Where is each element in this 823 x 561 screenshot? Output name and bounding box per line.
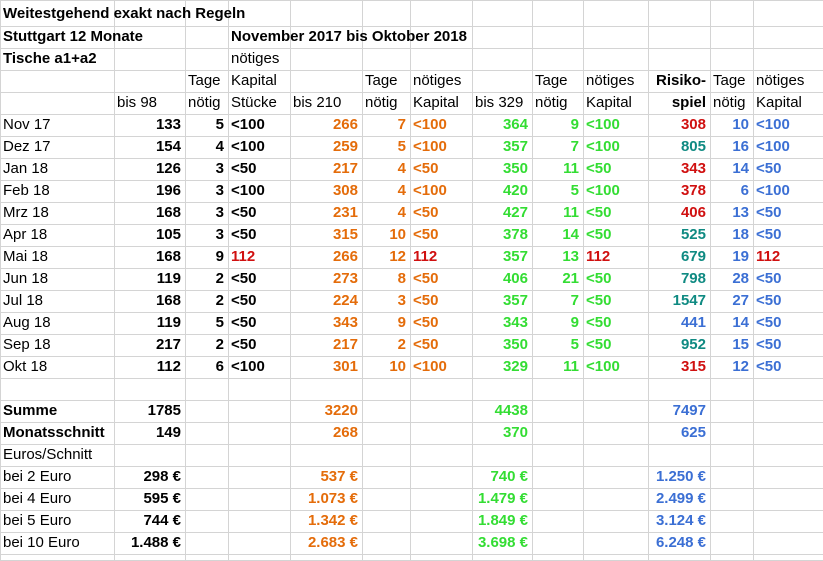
value-bis-210: 231 — [332, 204, 358, 221]
summe-bis-210: 3220 — [324, 402, 358, 419]
value-bis-210: 308 — [332, 182, 358, 199]
grid-col-line — [185, 0, 186, 560]
schnitt-bis-98: 149 — [155, 424, 181, 441]
grid-col-line — [532, 0, 533, 560]
kapital-bis-329: <100 — [586, 182, 620, 199]
summe-bis-329: 4438 — [494, 402, 528, 419]
value-bis-98: 168 — [155, 204, 181, 221]
tage-risikospiel: 18 — [732, 226, 749, 243]
kapital-bis-210: <100 — [413, 182, 447, 199]
month-label: Mai 18 — [3, 248, 49, 265]
tage-bis-210: 7 — [397, 116, 406, 133]
value-bis-98: 119 — [156, 314, 181, 331]
tables-label: Tische a1+a2 — [3, 50, 97, 67]
schnitt-risikospiel: 625 — [680, 424, 706, 441]
value-risikospiel: 679 — [680, 248, 706, 265]
kapital-bis-210: <100 — [413, 138, 447, 155]
tage-bis-210: 4 — [397, 160, 406, 177]
grid-row-line — [0, 378, 823, 379]
header-kapital: Kapital — [231, 72, 277, 89]
tage-bis-210: 2 — [397, 336, 406, 353]
kapital-risikospiel: <100 — [756, 138, 790, 155]
header-kapital: Kapital — [756, 94, 802, 111]
kapital-bis-98: <50 — [231, 314, 257, 331]
value-risikospiel: 378 — [680, 182, 706, 199]
monatsschnitt-label: Monatsschnitt — [3, 424, 105, 441]
kapital-risikospiel: <50 — [756, 292, 782, 309]
grid-col-line — [472, 0, 473, 560]
grid-col-line — [0, 0, 1, 560]
tage-risikospiel: 14 — [732, 314, 749, 331]
tage-bis-98: 4 — [215, 138, 224, 155]
value-bis-210: 224 — [332, 292, 358, 309]
value-bis-98: 133 — [155, 116, 181, 133]
kapital-bis-210: <50 — [413, 292, 439, 309]
grid-row-line — [0, 0, 823, 1]
tage-risikospiel: 15 — [732, 336, 749, 353]
tage-bis-210: 5 — [397, 138, 406, 155]
month-label: Jul 18 — [3, 292, 44, 309]
kapital-bis-98: <50 — [231, 336, 257, 353]
kapital-bis-98: <50 — [231, 160, 257, 177]
euro-row-label: bei 2 Euro — [3, 468, 72, 485]
value-bis-210: 217 — [332, 160, 358, 177]
kapital-risikospiel: <50 — [756, 160, 782, 177]
month-label: Feb 18 — [3, 182, 50, 199]
header-tage: Tage — [713, 72, 746, 89]
kapital-bis-329: <50 — [586, 314, 612, 331]
value-risikospiel: 343 — [680, 160, 706, 177]
kapital-bis-210: <100 — [413, 116, 447, 133]
tage-bis-98: 3 — [215, 226, 224, 243]
kapital-risikospiel: 112 — [756, 248, 781, 265]
tage-bis-329: 21 — [562, 270, 579, 287]
euro-bis-210: 1.073 € — [307, 490, 358, 507]
euro-bis-329: 1.849 € — [477, 512, 528, 529]
grid-col-line — [228, 0, 229, 560]
tage-bis-329: 11 — [563, 160, 579, 177]
kapital-bis-329: <50 — [586, 336, 612, 353]
tage-bis-98: 5 — [215, 116, 224, 133]
sheet-title: Weitestgehend exakt nach Regeln — [3, 5, 246, 22]
value-bis-98: 154 — [155, 138, 181, 155]
month-label: Okt 18 — [3, 358, 48, 375]
tage-bis-98: 2 — [215, 336, 224, 353]
value-risikospiel: 441 — [680, 314, 706, 331]
value-bis-210: 315 — [332, 226, 358, 243]
month-label: Jun 18 — [3, 270, 49, 287]
value-bis-329: 406 — [502, 270, 528, 287]
tage-bis-329: 9 — [570, 116, 579, 133]
tage-bis-329: 7 — [570, 138, 579, 155]
tage-bis-210: 10 — [389, 226, 406, 243]
month-label: Nov 17 — [3, 116, 51, 133]
value-bis-329: 420 — [502, 182, 528, 199]
kapital-bis-329: <50 — [586, 270, 612, 287]
kapital-bis-98: 112 — [231, 248, 256, 265]
header-bis-329: bis 329 — [475, 94, 524, 111]
euro-bis-210: 1.342 € — [307, 512, 358, 529]
value-risikospiel: 1547 — [672, 292, 706, 309]
value-bis-210: 266 — [332, 248, 358, 265]
header-noetiges: nötiges — [231, 50, 280, 67]
euro-risikospiel: 1.250 € — [655, 468, 706, 485]
euro-risikospiel: 3.124 € — [655, 512, 706, 529]
month-label: Jan 18 — [3, 160, 49, 177]
tage-bis-329: 14 — [562, 226, 579, 243]
euro-bis-98: 298 € — [143, 468, 181, 485]
tage-bis-329: 11 — [563, 358, 579, 375]
kapital-risikospiel: <100 — [756, 182, 790, 199]
kapital-bis-210: <50 — [413, 226, 439, 243]
tage-bis-98: 6 — [215, 358, 224, 375]
month-label: Mrz 18 — [3, 204, 49, 221]
subtitle-right: November 2017 bis Oktober 2018 — [231, 28, 467, 45]
euro-bis-329: 1.479 € — [477, 490, 528, 507]
tage-risikospiel: 6 — [740, 182, 749, 199]
kapital-bis-329: <100 — [586, 116, 620, 133]
kapital-bis-210: 112 — [413, 248, 438, 265]
kapital-bis-98: <100 — [231, 138, 265, 155]
header-stuecke: Stücke — [231, 94, 277, 111]
header-kapital: Kapital — [586, 94, 632, 111]
schnitt-bis-329: 370 — [502, 424, 528, 441]
tage-bis-98: 5 — [215, 314, 224, 331]
grid-col-line — [114, 0, 115, 560]
tage-risikospiel: 28 — [732, 270, 749, 287]
value-bis-98: 112 — [156, 358, 181, 375]
kapital-bis-98: <100 — [231, 358, 265, 375]
header-risiko: Risiko- — [655, 72, 706, 89]
header-noetiges: nötiges — [413, 72, 462, 89]
summe-bis-98: 1785 — [147, 402, 181, 419]
euro-bis-210: 2.683 € — [307, 534, 358, 551]
value-bis-98: 126 — [155, 160, 181, 177]
tage-bis-210: 12 — [389, 248, 406, 265]
header-noetig: nötig — [535, 94, 568, 111]
kapital-bis-329: <100 — [586, 138, 620, 155]
value-risikospiel: 315 — [680, 358, 706, 375]
kapital-bis-329: <50 — [586, 204, 612, 221]
euro-bis-98: 1.488 € — [130, 534, 181, 551]
grid-col-line — [753, 0, 754, 560]
value-bis-98: 168 — [155, 248, 181, 265]
value-bis-329: 378 — [502, 226, 528, 243]
tage-bis-98: 3 — [215, 182, 224, 199]
euro-row-label: bei 4 Euro — [3, 490, 72, 507]
value-bis-98: 168 — [155, 292, 181, 309]
value-bis-98: 217 — [155, 336, 181, 353]
tage-bis-210: 4 — [397, 182, 406, 199]
summe-risikospiel: 7497 — [672, 402, 706, 419]
tage-bis-98: 2 — [215, 292, 224, 309]
tage-bis-329: 13 — [562, 248, 579, 265]
value-bis-329: 343 — [502, 314, 528, 331]
month-label: Aug 18 — [3, 314, 51, 331]
tage-risikospiel: 14 — [732, 160, 749, 177]
header-kapital: Kapital — [413, 94, 459, 111]
header-bis-210: bis 210 — [293, 94, 342, 111]
kapital-bis-329: <50 — [586, 160, 612, 177]
tage-bis-329: 5 — [570, 336, 579, 353]
kapital-risikospiel: <50 — [756, 336, 782, 353]
kapital-bis-210: <50 — [413, 160, 439, 177]
month-label: Dez 17 — [3, 138, 51, 155]
value-risikospiel: 406 — [680, 204, 706, 221]
grid-col-line — [362, 0, 363, 560]
subtitle-left: Stuttgart 12 Monate — [3, 28, 144, 45]
kapital-bis-98: <50 — [231, 292, 257, 309]
kapital-bis-210: <100 — [413, 358, 447, 375]
kapital-bis-98: <50 — [231, 226, 257, 243]
kapital-bis-210: <50 — [413, 314, 439, 331]
tage-risikospiel: 12 — [732, 358, 749, 375]
header-noetig: nötig — [188, 94, 221, 111]
header-noetiges: nötiges — [756, 72, 805, 89]
kapital-bis-210: <50 — [413, 336, 439, 353]
tage-bis-210: 10 — [389, 358, 406, 375]
value-bis-210: 301 — [332, 358, 358, 375]
value-bis-329: 350 — [502, 336, 528, 353]
tage-bis-98: 3 — [215, 204, 224, 221]
kapital-bis-329: <50 — [586, 226, 612, 243]
value-bis-98: 105 — [155, 226, 181, 243]
kapital-bis-98: <100 — [231, 116, 265, 133]
grid-col-line — [648, 0, 649, 560]
tage-bis-329: 9 — [570, 314, 579, 331]
summe-label: Summe — [3, 402, 58, 419]
tage-bis-210: 3 — [397, 292, 406, 309]
tage-risikospiel: 19 — [732, 248, 749, 265]
value-risikospiel: 952 — [680, 336, 706, 353]
header-noetig: nötig — [365, 94, 398, 111]
tage-bis-98: 9 — [215, 248, 224, 265]
value-bis-210: 217 — [332, 336, 358, 353]
tage-bis-329: 5 — [570, 182, 579, 199]
grid-col-line — [290, 0, 291, 560]
header-spiel: spiel — [671, 94, 706, 111]
euro-bis-210: 537 € — [320, 468, 358, 485]
value-bis-329: 357 — [502, 138, 528, 155]
euro-row-label: bei 10 Euro — [3, 534, 80, 551]
value-risikospiel: 805 — [680, 138, 706, 155]
kapital-bis-329: <50 — [586, 292, 612, 309]
grid-col-line — [583, 0, 584, 560]
grid-col-line — [410, 0, 411, 560]
kapital-bis-210: <50 — [413, 270, 439, 287]
tage-bis-210: 9 — [397, 314, 406, 331]
value-risikospiel: 525 — [680, 226, 706, 243]
tage-risikospiel: 27 — [732, 292, 749, 309]
value-bis-210: 343 — [332, 314, 358, 331]
euros-schnitt-label: Euros/Schnitt — [3, 446, 93, 463]
euro-bis-329: 740 € — [490, 468, 528, 485]
kapital-bis-210: <50 — [413, 204, 439, 221]
month-label: Apr 18 — [3, 226, 48, 243]
kapital-bis-329: <100 — [586, 358, 620, 375]
value-bis-329: 364 — [502, 116, 528, 133]
value-risikospiel: 798 — [680, 270, 706, 287]
euro-risikospiel: 6.248 € — [655, 534, 706, 551]
header-bis-98: bis 98 — [117, 94, 158, 111]
euro-bis-98: 744 € — [143, 512, 181, 529]
value-risikospiel: 308 — [680, 116, 706, 133]
kapital-bis-98: <100 — [231, 182, 265, 199]
value-bis-329: 357 — [502, 292, 528, 309]
value-bis-210: 266 — [332, 116, 358, 133]
euro-bis-329: 3.698 € — [477, 534, 528, 551]
value-bis-210: 273 — [332, 270, 358, 287]
grid-row-line — [0, 554, 823, 555]
euro-risikospiel: 2.499 € — [655, 490, 706, 507]
tage-bis-329: 11 — [563, 204, 579, 221]
header-noetiges: nötiges — [586, 72, 635, 89]
month-label: Sep 18 — [3, 336, 51, 353]
kapital-risikospiel: <50 — [756, 270, 782, 287]
tage-bis-329: 7 — [570, 292, 579, 309]
value-bis-210: 259 — [332, 138, 358, 155]
tage-risikospiel: 13 — [732, 204, 749, 221]
header-tage: Tage — [365, 72, 398, 89]
header-noetig: nötig — [713, 94, 746, 111]
kapital-bis-98: <50 — [231, 270, 257, 287]
grid-col-line — [710, 0, 711, 560]
kapital-bis-98: <50 — [231, 204, 257, 221]
value-bis-98: 196 — [155, 182, 181, 199]
tage-bis-210: 4 — [397, 204, 406, 221]
value-bis-329: 357 — [502, 248, 528, 265]
kapital-risikospiel: <50 — [756, 314, 782, 331]
value-bis-329: 427 — [502, 204, 528, 221]
value-bis-329: 329 — [502, 358, 528, 375]
header-tage: Tage — [188, 72, 221, 89]
tage-bis-98: 3 — [215, 160, 224, 177]
kapital-bis-329: 112 — [586, 248, 611, 265]
kapital-risikospiel: <50 — [756, 204, 782, 221]
schnitt-bis-210: 268 — [332, 424, 358, 441]
tage-bis-98: 2 — [215, 270, 224, 287]
kapital-risikospiel: <50 — [756, 226, 782, 243]
euro-bis-98: 595 € — [143, 490, 181, 507]
kapital-risikospiel: <50 — [756, 358, 782, 375]
tage-bis-210: 8 — [397, 270, 406, 287]
value-bis-98: 119 — [156, 270, 181, 287]
euro-row-label: bei 5 Euro — [3, 512, 72, 529]
tage-risikospiel: 10 — [732, 116, 749, 133]
kapital-risikospiel: <100 — [756, 116, 790, 133]
tage-risikospiel: 16 — [732, 138, 749, 155]
value-bis-329: 350 — [502, 160, 528, 177]
header-tage: Tage — [535, 72, 568, 89]
